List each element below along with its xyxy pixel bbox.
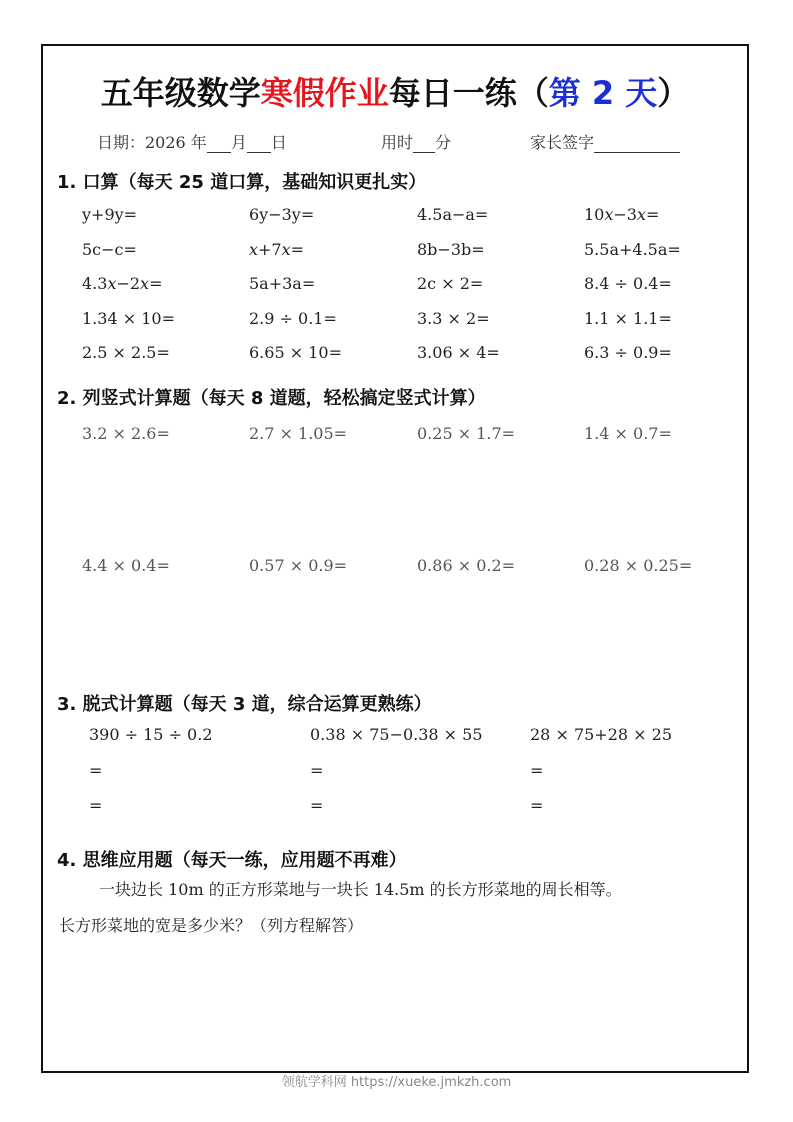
- title-close: ）: [657, 74, 690, 112]
- minute-label: 分: [435, 133, 452, 152]
- mental-item: 3.06 × 4=: [417, 343, 500, 362]
- mental-item: 6y−3y=: [249, 205, 315, 224]
- sign-field: [530, 130, 680, 153]
- equals-sign: =: [310, 796, 324, 815]
- equals-sign: =: [89, 796, 103, 815]
- mental-item: 1.34 × 10=: [82, 309, 175, 328]
- mental-item: 8.4 ÷ 0.4=: [584, 274, 672, 293]
- equals-sign: =: [310, 761, 324, 780]
- word-problem-line1: 一块边长 10m 的正方形菜地与一块长 14.5m 的长方形菜地的周长相等。: [99, 880, 622, 899]
- stepwise-problem: 28 × 75+28 × 25: [530, 725, 672, 744]
- mental-item: 8b−3b=: [417, 240, 485, 259]
- section4-heading: 4. 思维应用题（每天一练，应用题不再难）: [57, 850, 407, 871]
- mental-item: 1.1 × 1.1=: [584, 309, 672, 328]
- time-blank[interactable]: [413, 136, 435, 153]
- mental-item: y+9y=: [82, 205, 138, 224]
- footer-watermark: 领航学科网 https://xueke.jmkzh.com: [281, 1075, 512, 1090]
- mental-item: 10𝑥−3𝑥=: [584, 205, 660, 224]
- mental-item: 5c−c=: [82, 240, 137, 259]
- mental-item: 4.3𝑥−2𝑥=: [82, 274, 163, 293]
- day-label: 日: [270, 133, 287, 152]
- title-homework: 寒假作业: [260, 74, 389, 112]
- month-blank[interactable]: [207, 136, 231, 153]
- equals-sign: =: [530, 761, 544, 780]
- equals-sign: =: [89, 761, 103, 780]
- date-label: 日期：2026 年: [97, 133, 207, 152]
- vertical-item: 0.25 × 1.7=: [417, 424, 516, 443]
- vertical-item: 3.2 × 2.6=: [82, 424, 170, 443]
- word-problem-line2: 长方形菜地的宽是多少米？（列方程解答）: [59, 916, 364, 935]
- time-field: [381, 130, 451, 153]
- title-day: 第 2 天: [548, 74, 658, 112]
- date-field: [97, 130, 287, 153]
- title-daily: 每日一练（: [388, 74, 549, 112]
- vertical-item: 0.86 × 0.2=: [417, 556, 516, 575]
- equals-sign: =: [530, 796, 544, 815]
- month-label: 月: [230, 133, 247, 152]
- mental-item: 5.5a+4.5a=: [584, 240, 681, 259]
- mental-item: 2c × 2=: [417, 274, 484, 293]
- section1-heading: 1. 口算（每天 25 道口算，基础知识更扎实）: [57, 172, 427, 193]
- day-blank[interactable]: [247, 136, 271, 153]
- sign-label: 家长签字: [530, 133, 595, 152]
- mental-item: 3.3 × 2=: [417, 309, 490, 328]
- section3-heading: 3. 脱式计算题（每天 3 道，综合运算更熟练）: [57, 694, 432, 715]
- vertical-item: 0.57 × 0.9=: [249, 556, 348, 575]
- stepwise-problem: 390 ÷ 15 ÷ 0.2: [89, 725, 213, 744]
- mental-item: 2.9 ÷ 0.1=: [249, 309, 337, 328]
- section2-heading: 2. 列竖式计算题（每天 8 道题，轻松搞定竖式计算）: [57, 388, 486, 409]
- mental-item: 6.65 × 10=: [249, 343, 342, 362]
- title-grade: 五年级数学: [100, 74, 261, 112]
- mental-item: 𝑥+7𝑥=: [249, 240, 305, 259]
- vertical-item: 2.7 × 1.05=: [249, 424, 348, 443]
- mental-item: 2.5 × 2.5=: [82, 343, 170, 362]
- vertical-item: 0.28 × 0.25=: [584, 556, 693, 575]
- stepwise-problem: 0.38 × 75−0.38 × 55: [310, 725, 483, 744]
- time-label: 用时: [381, 133, 414, 152]
- vertical-item: 4.4 × 0.4=: [82, 556, 170, 575]
- mental-item: 6.3 ÷ 0.9=: [584, 343, 672, 362]
- vertical-item: 1.4 × 0.7=: [584, 424, 672, 443]
- mental-item: 5a+3a=: [249, 274, 316, 293]
- page-title: [41, 68, 749, 114]
- sign-blank[interactable]: [594, 136, 680, 153]
- mental-item: 4.5a−a=: [417, 205, 489, 224]
